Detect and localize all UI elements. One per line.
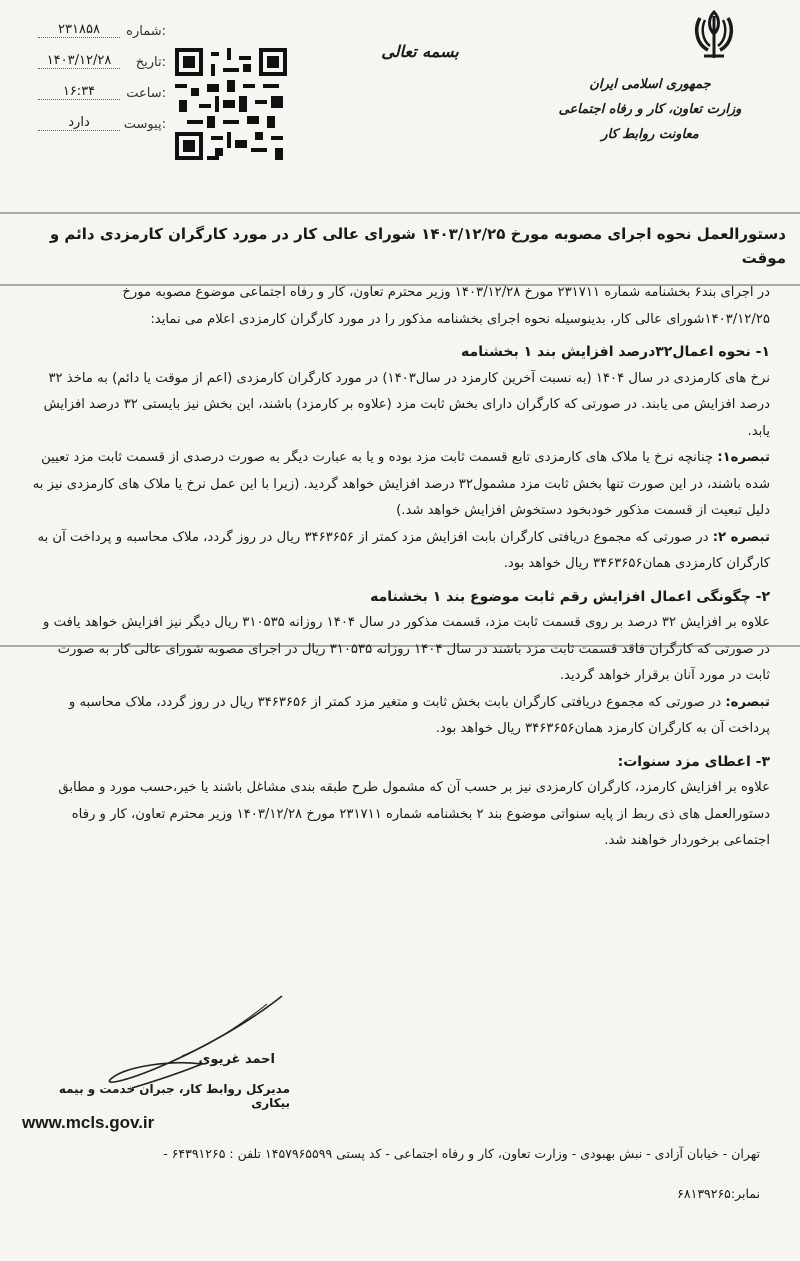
section-3-heading: ۳- اعطای مزد سنوات:	[617, 753, 770, 770]
section-1-text: نرخ های کارمزدی در سال ۱۴۰۴ (به نسبت آخرین کارمزد در سال۱۴۰۳) در مورد کارگران کارمزدی (اعم از موقت یا دائم) به ماخذ ۳۲ درصد افزایش می یابند. در صورتی که کارگران دارای بخش ثابت مزد (علاوه بر کارمزد) باشند، این بخش نیز بایستی ۳۲ درصد افزایش یابد.	[43, 370, 770, 439]
meta-number-row	[38, 22, 166, 53]
time-label: ساعت:	[126, 86, 166, 101]
org-line-2: وزارت تعاون، کار و رفاه اجتماعی	[558, 102, 742, 117]
number-label: شماره:	[126, 24, 166, 39]
note-1-label: تبصره۱:	[717, 450, 770, 465]
qr-code-icon	[175, 48, 287, 160]
section-3-text: علاوه بر افزایش کارمزد، کارگران کارمزدی نیز بر حسب آن که مشمول طرح طبقه بندی مشاغل باشند یا خیر،حسب مورد و مطابق دستورالعمل های ذی ربط از پایه سنواتی موضوع بند ۲ بخشنامه شماره ۲۳۱۷۱۱ مورخ ۱۴۰۳/۱۲/۲۸ وزیر محترم تعاون، کار و رفاه اجتماعی برخوردار خواهند شد.	[58, 780, 770, 848]
attachment-label: پیوست:	[123, 117, 166, 132]
section-1-heading: ۱- نحوه اعمال۳۲درصد افزایش بند ۱ بخشنامه	[461, 344, 770, 360]
footer-address: تهران - خیابان آزادی - نبش بهبودی - وزارت تعاون، کار و رفاه اجتماعی - کد پستی ۱۴۵۷۹۶۵۵۹۹ تلفن : ۶۴۳۹۱۲۶۵ -	[163, 1146, 760, 1161]
section-2-text: علاوه بر افزایش ۳۲ درصد بر روی قسمت ثابت مزد، قسمت مذکور در سال ۱۴۰۴ روزانه ۳۱۰۵۳۵ ریال دیگر نیز افزایش خواهد یافت و در صورتی که کارگران فاقد قسمت ثابت مزد باشند در سال ۱۴۰۴ روزانه ۳۱۰۵۳۵ ریال در اجرای مصوبه شورای عالی کار به صورت ثابت در مورد آنان برقرار خواهد گردید.	[43, 615, 770, 683]
note-2-text: در صورتی که مجموع دریافتی کارگران بابت افزایش مزد کمتر از ۳۴۶۳۶۵۶ ریال در روز گردد، ملاک محاسبه و پرداخت آن به کارگران کارمزدی همان۳۴۶۳۶۵۶ ریال خواهد بود.	[37, 529, 770, 571]
letter-meta	[38, 22, 166, 146]
section-2-note	[30, 690, 770, 743]
ministry-header	[540, 72, 760, 147]
org-line-3: معاونت روابط کار	[601, 127, 699, 142]
letter-body	[30, 280, 770, 855]
note-1-text: چنانچه نرخ یا ملاک های کارمزدی تابع قسمت ثابت مزد بوده و یا به عبارت دیگر به صورت درصدی از قسمت ثابت مزد تعیین شده باشند، در این صورت تنها بخش ثابت مزد مشمول۳۲ درصد افزایش خواهد گردید. (زیرا با این عمل نرخ یا ملاک های کارمزدی نیز به دلیل تبعیت از قسمت مذکور خودبخود دستخوش افزایش خواهد شد.)	[32, 450, 770, 518]
date-label: تاریخ:	[135, 55, 166, 70]
signatory-name: احمد غریوی	[198, 1052, 275, 1067]
footer-fax: نمابر:۶۸۱۳۹۲۶۵	[677, 1186, 760, 1201]
meta-date-row	[38, 53, 166, 84]
fold-line	[0, 212, 800, 214]
org-line-1: جمهوری اسلامی ایران	[589, 77, 711, 92]
section-1-note-1	[30, 445, 770, 525]
intro-paragraph: در اجرای بند۶ بخشنامه شماره ۲۳۱۷۱۱ مورخ ۱۴۰۳/۱۲/۲۸ وزیر محترم تعاون، کار و رفاه اجتماعی موضوع مصوبه مورخ ۱۴۰۳/۱۲/۲۵شورای عالی کار، بدینوسیله نحوه اجرای بخشنامه مذکور را در مورد کارگران کارمزدی اعلام می نماید:	[122, 285, 770, 327]
note-2-label: تبصره ۲:	[712, 529, 770, 545]
date-value: ۱۴۰۳/۱۲/۲۸	[38, 53, 120, 69]
attachment-value: دارد	[38, 115, 120, 131]
website-link[interactable]: www.mcls.gov.ir	[22, 1113, 155, 1132]
section-2-note-label: تبصره:	[725, 694, 770, 710]
time-value: ۱۶:۳۴	[38, 84, 120, 100]
section-1-note-2	[30, 525, 770, 578]
meta-time-row	[38, 84, 166, 115]
bismillah: بسمه تعالی	[381, 42, 459, 61]
document-title: دستورالعمل نحوه اجرای مصوبه مورخ ۱۴۰۳/۱۲/۲۵ شورای عالی کار در مورد کارگران کارمزدی دائم و موقت	[49, 225, 786, 267]
meta-attachment-row	[38, 115, 166, 146]
signatory-title: مدیرکل روابط کار، جبران خدمت و بیمه بیکاری	[58, 1082, 290, 1110]
iran-emblem-icon	[690, 8, 738, 64]
section-2-note-text: در صورتی که مجموع دریافتی کارگران بابت بخش ثابت و متغیر مزد کمتر از ۳۴۶۳۶۵۶ ریال در روز گردد، ملاک محاسبه و پرداخت آن به کارگران کارمزد همان۳۴۶۳۶۵۶ ریال خواهد بود.	[68, 694, 770, 736]
number-value: ۲۳۱۸۵۸	[38, 22, 120, 38]
section-2-heading: ۲- چگونگی اعمال افزایش رقم ثابت موضوع بند ۱ بخشنامه	[370, 588, 770, 605]
